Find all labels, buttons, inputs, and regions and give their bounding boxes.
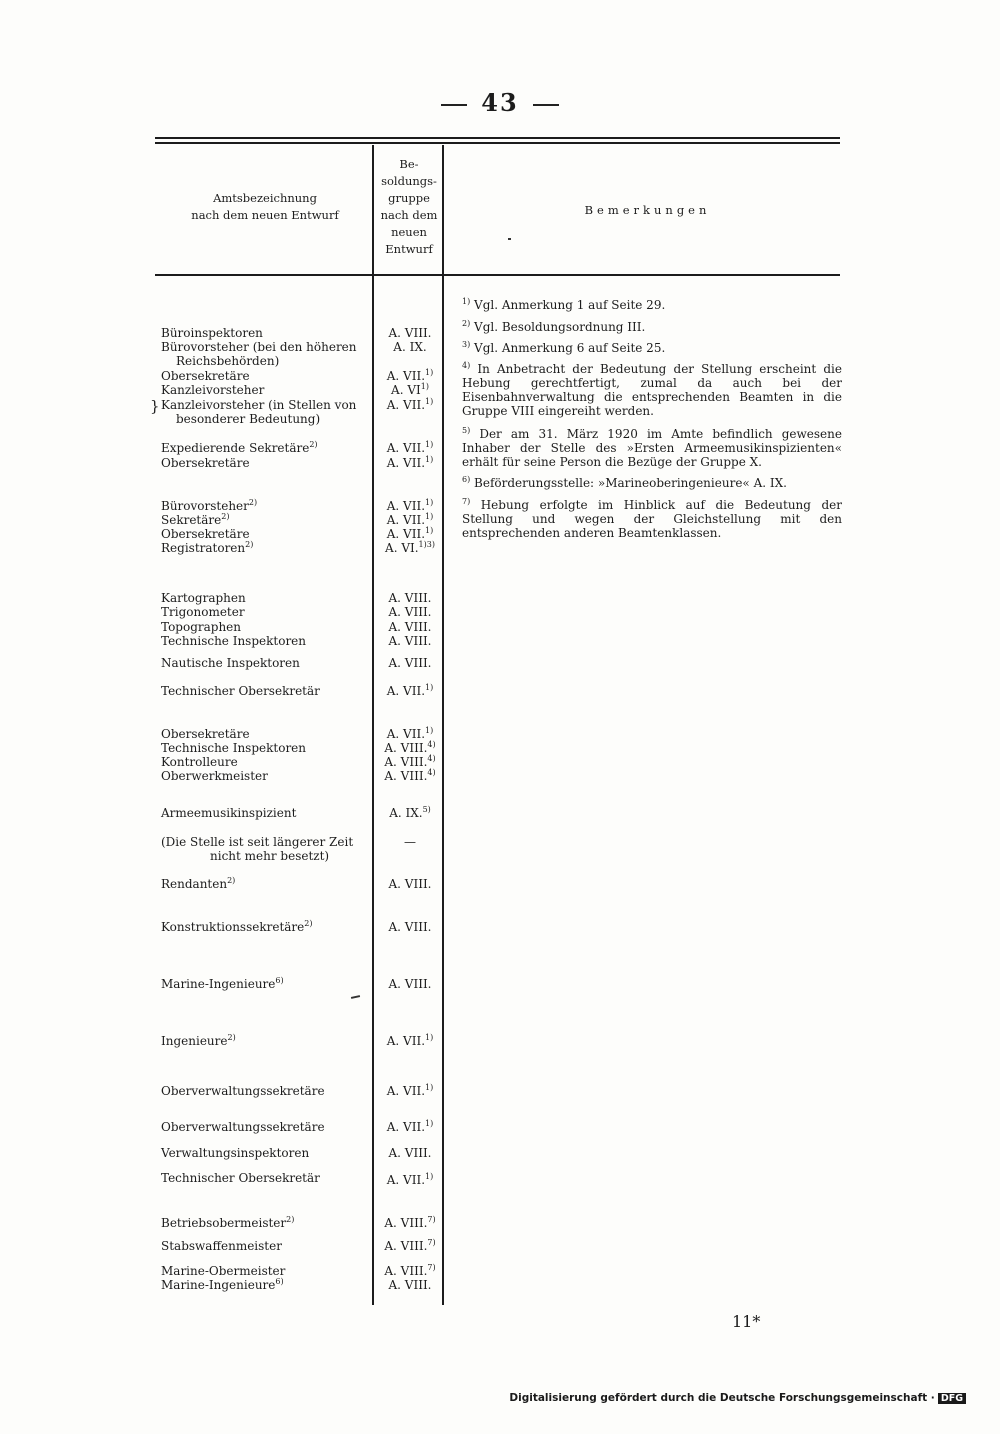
grade-footnote: 4) [427, 740, 436, 749]
row-name-continued: nicht mehr besetzt) [210, 849, 330, 863]
column-divider-1 [372, 145, 374, 1305]
grade-footnote: 1) [425, 1119, 434, 1128]
grade-footnote: 1) [425, 440, 434, 449]
grade-value: A. VIII. [388, 1278, 432, 1292]
row-name: Büroinspektoren [161, 326, 263, 340]
row-grade [378, 835, 442, 849]
grade-value: A. VII. [386, 1034, 426, 1048]
header-title-line: Amtsbezeichnung [213, 191, 317, 205]
grade-value: A. VIII. [388, 620, 432, 634]
grade-footnote: 1) [425, 455, 434, 464]
grade-value: A. VI. [385, 541, 419, 555]
row-grade [378, 1173, 442, 1187]
header-grade-line: Entwurf [385, 242, 433, 256]
top-rule-1 [155, 137, 840, 139]
row-name: Armeemusikinspizient [161, 806, 297, 820]
row-name: Kanzleivorsteher [161, 383, 265, 397]
row-name: Stabswaffenmeister [161, 1239, 282, 1253]
grade-value: A. VIII. [388, 877, 432, 891]
row-grade [378, 656, 442, 670]
grade-value: A. VIII. [388, 656, 432, 670]
footer-text: Digitalisierung gefördert durch die Deutsche Forschungsgemeinschaft · [509, 1392, 935, 1404]
remark-6 [462, 476, 842, 490]
row-name: Nautische Inspektoren [161, 656, 300, 670]
remark-number: 1) [462, 297, 471, 306]
name-footnote: 6) [275, 1277, 284, 1286]
header-grade-line: nach dem [380, 208, 438, 222]
remark-text: Vgl. Besoldungsordnung III. [474, 320, 646, 334]
grade-value: A. VIII. [384, 755, 428, 769]
brace-mark: } [150, 397, 160, 415]
name-text: Ingenieure [161, 1034, 228, 1048]
row-grade [378, 741, 442, 755]
grade-value: A. VIII. [384, 1264, 428, 1278]
grade-value: A. VI [391, 383, 421, 397]
grade-footnote: 4) [427, 754, 436, 763]
row-name: Technische Inspektoren [161, 741, 307, 755]
row-grade [378, 684, 442, 698]
grade-value: A. VIII. [388, 591, 432, 605]
name-footnote: 2) [309, 440, 318, 449]
grade-value: A. VIII. [384, 741, 428, 755]
row-name [161, 1216, 363, 1230]
header-grade-line: neuen [391, 225, 427, 239]
row-name: Kartographen [161, 591, 246, 605]
grade-footnote: 1)3) [418, 540, 435, 549]
header-title-line: nach dem neuen Entwurf [191, 208, 339, 222]
grade-value: A. VIII. [388, 1146, 432, 1160]
name-text: Konstruktionssekretäre [161, 920, 305, 934]
row-name: (Die Stelle ist seit längerer Zeit [161, 835, 354, 849]
name-footnote: 2) [304, 919, 313, 928]
row-name [161, 877, 363, 891]
grade-footnote: 1) [425, 683, 434, 692]
grade-value: A. VIII. [384, 769, 428, 783]
dash-left [441, 104, 467, 106]
grade-value: A. VII. [386, 441, 426, 455]
remark-text: Vgl. Anmerkung 6 auf Seite 25. [474, 341, 666, 355]
row-grade [378, 1278, 442, 1292]
header-remarks: Bemerkungen [584, 203, 711, 217]
row-name [161, 541, 363, 555]
row-grade [378, 1264, 442, 1278]
row-grade [378, 877, 442, 891]
row-name: Technischer Obersekretär [161, 684, 320, 698]
page-number-line [0, 88, 1000, 117]
grade-value: A. VIII. [384, 1239, 428, 1253]
grade-footnote: 1) [425, 526, 434, 535]
row-grade [378, 620, 442, 634]
name-footnote: 2) [248, 498, 258, 507]
grade-value: A. VIII. [388, 634, 432, 648]
row-name [161, 977, 363, 991]
remark-number: 7) [462, 497, 471, 506]
row-grade [378, 1216, 442, 1230]
remark-number: 5) [462, 426, 471, 435]
row-grade [378, 634, 442, 648]
grade-footnote: 1) [425, 498, 434, 507]
name-text: Marine-Ingenieure [161, 1278, 276, 1292]
row-grade [378, 369, 442, 383]
name-text: Expedierende Sekretäre [161, 441, 310, 455]
name-footnote: 6) [275, 976, 284, 985]
remark-text: Hebung erfolgte im Hinblick auf die Bedeutung der Stellung und wegen der Gleichstellung mit den entsprechenden anderen Beamtenklassen. [462, 498, 842, 540]
remark-text: Der am 31. März 1920 im Amte befindlich gewesene Inhaber der Stelle des »Ersten Armeemusikinspizienten« erhält für seine Person die Bezüge der Gruppe X. [462, 427, 842, 469]
row-grade [378, 513, 442, 527]
remark-3 [462, 341, 842, 355]
grade-footnote: 4) [427, 768, 436, 777]
grade-value: A. VII. [386, 727, 426, 741]
name-footnote: 2) [221, 512, 230, 521]
row-grade [378, 1084, 442, 1098]
header-grade-line: soldungs- [381, 174, 437, 188]
name-text: Sekretäre [161, 513, 222, 527]
row-grade [378, 340, 442, 354]
row-grade [378, 456, 442, 470]
grade-value: A. VII. [386, 398, 426, 412]
remark-number: 6) [462, 475, 471, 484]
row-name: Verwaltungsinspektoren [161, 1146, 310, 1160]
grade-footnote: 7) [427, 1215, 436, 1224]
grade-footnote: 1) [425, 397, 434, 406]
row-grade [378, 527, 442, 541]
row-name: Obersekretäre [161, 456, 250, 470]
remark-5 [462, 427, 842, 469]
grade-footnote: 5) [422, 805, 431, 814]
grade-footnote: 1) [425, 1083, 434, 1092]
grade-value: A. VII. [386, 513, 426, 527]
grade-footnote: 1) [425, 1033, 434, 1042]
row-grade [378, 326, 442, 340]
row-name [161, 441, 363, 455]
name-footnote: 2) [286, 1215, 295, 1224]
grade-value: A. VIII. [388, 920, 432, 934]
row-grade [378, 920, 442, 934]
row-grade [378, 755, 442, 769]
remark-number: 4) [462, 361, 471, 370]
row-grade [378, 591, 442, 605]
remark-text: In Anbetracht der Bedeutung der Stellung erscheint die Hebung gerechtfertigt, zumal da auch bei der Eisenbahnverwaltung die entsprechenden Beamten in die Gruppe VIII eingereiht werden. [462, 362, 842, 418]
grade-footnote: 7) [427, 1263, 436, 1272]
remark-2 [462, 320, 842, 334]
grade-footnote: 1) [425, 726, 434, 735]
row-name: Trigonometer [161, 605, 245, 619]
row-name [161, 920, 363, 934]
header-grade-line: gruppe [388, 191, 430, 205]
page-number: 43 [481, 88, 519, 117]
row-name: Kanzleivorsteher (in Stellen von [161, 398, 357, 412]
grade-value: A. IX. [393, 340, 427, 354]
footer-credit [509, 1392, 966, 1404]
name-text: Marine-Ingenieure [161, 977, 276, 991]
grade-value: A. VIII. [388, 326, 432, 340]
row-name [161, 513, 363, 527]
dash-right [533, 104, 559, 106]
grade-value: A. VIII. [388, 977, 432, 991]
row-name: Kontrolleure [161, 755, 238, 769]
name-footnote: 2) [227, 1033, 236, 1042]
row-name: Bürovorsteher (bei den höheren [161, 340, 357, 354]
name-footnote: 2) [227, 876, 236, 885]
column-divider-2 [442, 145, 444, 1305]
grade-value: — [404, 835, 416, 849]
grade-footnote: 1) [425, 1172, 434, 1181]
row-grade [378, 383, 442, 397]
row-grade [378, 806, 442, 820]
remark-1 [462, 298, 842, 312]
grade-footnote: 7) [427, 1238, 436, 1247]
row-name: Obersekretäre [161, 527, 250, 541]
row-grade [378, 605, 442, 619]
signature-mark: 11* [732, 1312, 761, 1331]
remark-text: Vgl. Anmerkung 1 auf Seite 29. [474, 298, 666, 312]
row-name: Obersekretäre [161, 369, 250, 383]
remark-text: Beförderungsstelle: »Marineoberingenieure« A. IX. [474, 476, 787, 490]
row-grade [378, 441, 442, 455]
name-footnote: 2) [245, 540, 254, 549]
grade-value: A. VII. [386, 369, 426, 383]
row-grade [378, 1034, 442, 1048]
row-grade [378, 769, 442, 783]
row-grade [378, 398, 442, 412]
row-name: Topographen [161, 620, 242, 634]
grade-footnote: 1) [425, 368, 434, 377]
remark-7 [462, 498, 842, 540]
header-title [160, 190, 370, 224]
row-name: Oberverwaltungssekretäre [161, 1084, 325, 1098]
row-grade [378, 1239, 442, 1253]
grade-value: A. VII. [386, 684, 426, 698]
name-text: Rendanten [161, 877, 228, 891]
grade-footnote: 1) [420, 382, 429, 391]
top-rule-2 [155, 142, 840, 144]
row-name: Oberwerkmeister [161, 769, 268, 783]
header-grade-line: Be- [399, 157, 419, 171]
row-grade [378, 1146, 442, 1160]
grade-value: A. VII. [386, 456, 426, 470]
grade-value: A. VII. [386, 1084, 426, 1098]
dfg-logo: DFG [938, 1393, 966, 1404]
grade-value: A. VIII. [384, 1216, 428, 1230]
row-name-continued: Reichsbehörden) [176, 354, 280, 368]
remark-4 [462, 362, 842, 418]
grade-value: A. VII. [386, 499, 426, 513]
row-grade [378, 541, 442, 555]
grade-value: A. IX. [389, 806, 423, 820]
grade-value: A. VII. [386, 527, 426, 541]
row-name: Technische Inspektoren [161, 634, 307, 648]
remark-number: 3) [462, 340, 471, 349]
header-grade [375, 156, 443, 258]
name-text: Bürovorsteher [161, 499, 249, 513]
grade-value: A. VIII. [388, 605, 432, 619]
row-name [161, 1278, 363, 1292]
row-name: Technischer Obersekretär [161, 1171, 320, 1185]
name-text: Betriebsobermeister [161, 1216, 287, 1230]
ink-speck [508, 238, 511, 240]
ink-speck [351, 995, 360, 999]
row-grade [378, 727, 442, 741]
row-name: Marine-Obermeister [161, 1264, 286, 1278]
remark-number: 2) [462, 319, 471, 328]
row-grade [378, 977, 442, 991]
row-grade [378, 499, 442, 513]
row-name: Oberverwaltungssekretäre [161, 1120, 325, 1134]
header-rule [155, 274, 840, 276]
grade-value: A. VII. [386, 1173, 426, 1187]
row-grade [378, 1120, 442, 1134]
row-name: Obersekretäre [161, 727, 250, 741]
row-name-continued: besonderer Bedeutung) [176, 412, 321, 426]
row-name [161, 499, 363, 513]
grade-footnote: 1) [425, 512, 434, 521]
grade-value: A. VII. [386, 1120, 426, 1134]
name-text: Registratoren [161, 541, 246, 555]
row-name [161, 1034, 363, 1048]
